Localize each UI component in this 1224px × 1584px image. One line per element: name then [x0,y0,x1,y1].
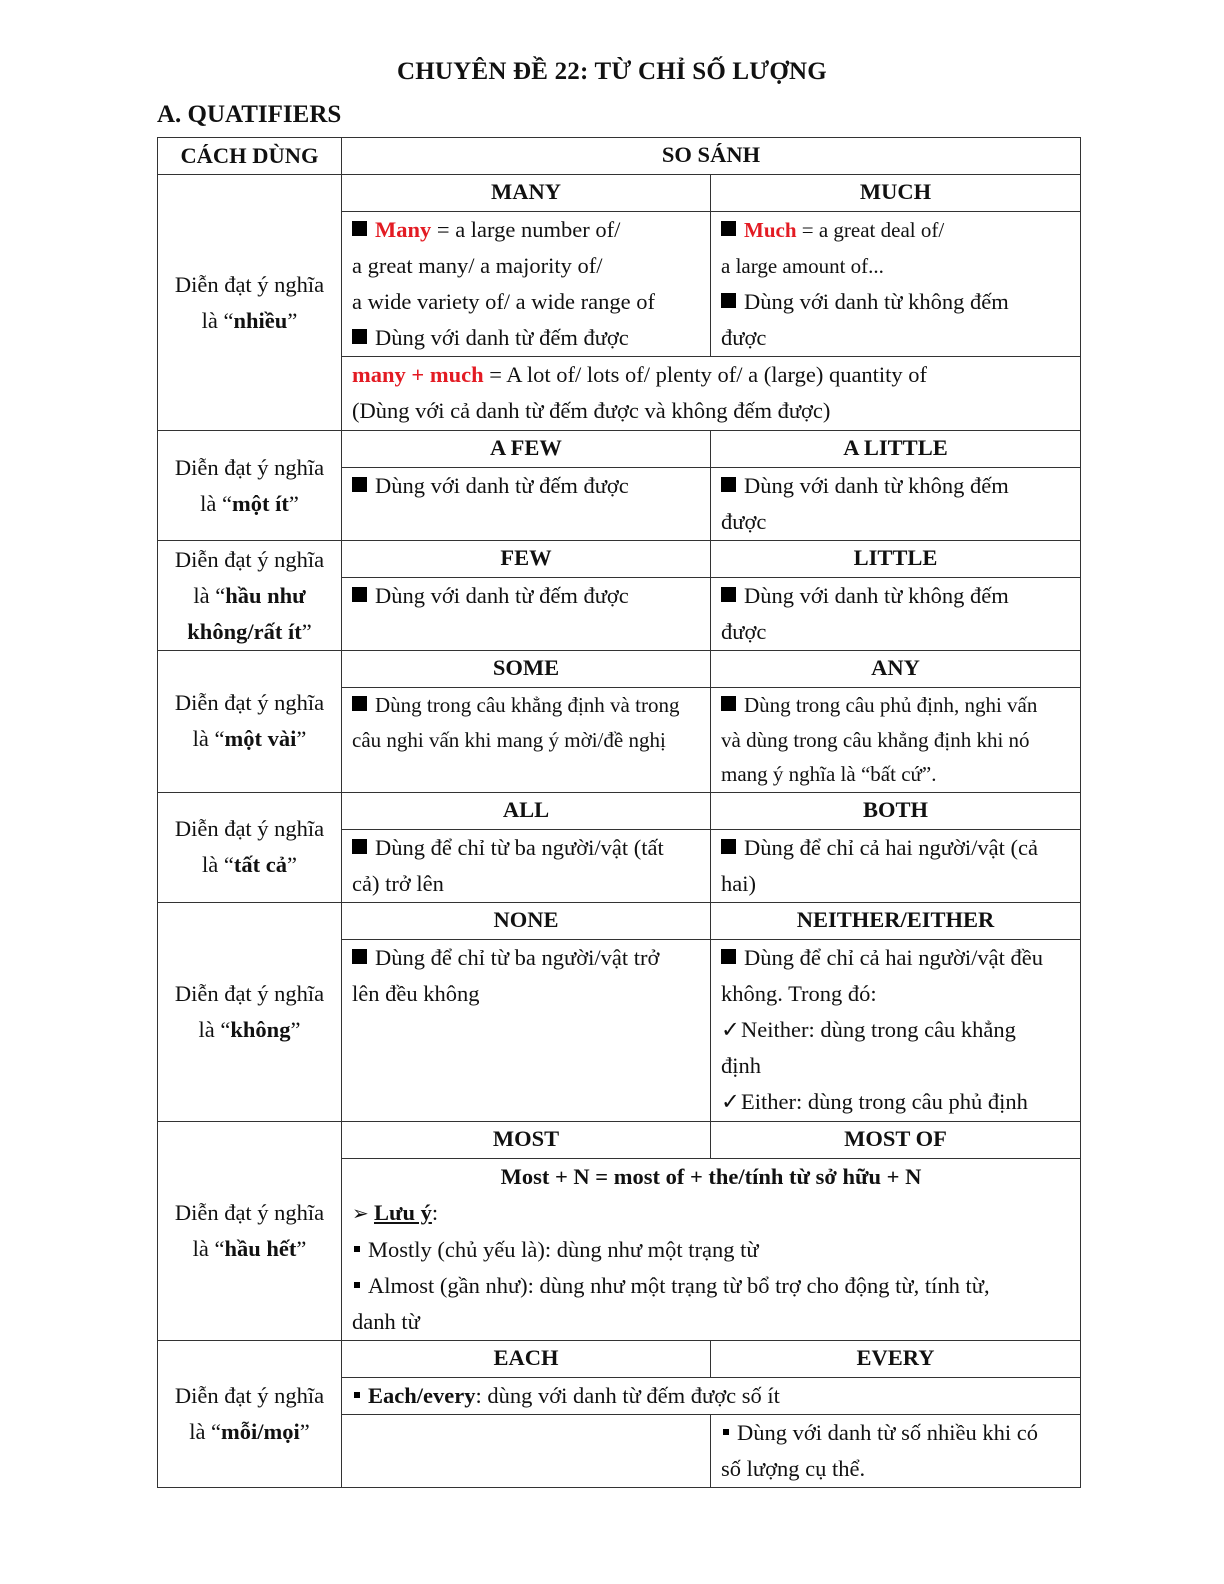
usage-text: Diễn đạt ý nghĩa [174,546,325,572]
usage-quote-open: là “ [192,1235,225,1261]
header-much: MUCH [711,175,1081,212]
neither-line2: không. Trong đó: [721,980,877,1006]
usage-keyword: một ít [232,490,289,516]
usage-quote-close: ” [296,1235,307,1261]
square-bullet-icon [721,477,736,492]
none-description [342,939,711,1121]
header-each: EACH [342,1340,711,1377]
quantifiers-table [157,137,1081,1488]
usage-quote-open: là “ [198,1016,231,1042]
square-bullet-icon [352,696,367,711]
header-most-of: MOST OF [711,1121,1081,1158]
many-line2: a great many/ a majority of/ [352,253,603,278]
square-bullet-icon [721,587,736,602]
any-description [711,688,1081,793]
header-usage: CÁCH DÙNG [158,138,342,175]
table-row [158,1121,1081,1158]
a-few-description [342,468,711,541]
header-none: NONE [342,902,711,939]
square-bullet-icon [721,696,736,711]
header-any: ANY [711,651,1081,688]
usage-quote-close: ” [301,618,312,644]
all-description [342,829,711,902]
table-row [158,431,1081,468]
table-header-row [158,138,1081,175]
usage-cell-afew-alittle [158,431,342,541]
usage-keyword: không [230,1016,291,1042]
header-few: FEW [342,541,711,578]
usage-keyword: một vài [224,726,297,752]
both-line2: hai) [721,870,756,896]
a-little-line1: Dùng với danh từ không đếm [744,473,1009,498]
some-line1: Dùng trong câu khẳng định và trong [375,693,680,717]
usage-keyword: hầu hết [224,1235,297,1261]
header-a-little: A LITTLE [711,431,1081,468]
some-line2: câu nghi vấn khi mang ý mời/đề nghị [352,727,666,752]
square-bullet-icon [721,221,736,236]
small-square-bullet-icon [354,1246,360,1252]
square-bullet-icon [352,221,367,236]
usage-quote-close: ” [290,1016,301,1042]
many-much-keyword: many + much [352,362,484,387]
usage-quote-close: ” [286,852,297,877]
header-little: LITTLE [711,541,1081,578]
small-square-bullet-icon [354,1392,360,1398]
usage-text: Diễn đạt ý nghĩa [174,816,325,841]
many-much-line1: = A lot of/ lots of/ plenty of/ a (large) quantity of [483,362,928,387]
header-a-few: A FEW [342,431,711,468]
square-bullet-icon [352,949,367,964]
usage-text: Diễn đạt ý nghĩa [174,980,325,1006]
each-empty-cell [342,1414,711,1487]
little-line2: được [721,619,767,644]
usage-quote-close: ” [299,1418,310,1444]
much-line1: = a great deal of/ [796,218,945,242]
small-square-bullet-icon [723,1429,729,1435]
table-row [158,541,1081,578]
usage-text: Diễn đạt ý nghĩa [174,1199,325,1225]
header-most: MOST [342,1121,711,1158]
both-description [711,829,1081,902]
many-line4: Dùng với danh từ đếm được [375,325,629,350]
square-bullet-icon [721,949,736,964]
many-much-shared [342,357,1081,431]
table-row [158,175,1081,212]
section-heading: A. QUATIFIERS [157,101,342,128]
many-line1: = a large number of/ [431,217,621,242]
header-many: MANY [342,175,711,212]
note-mostly: Mostly (chủ yếu là): dùng như một trạng từ [368,1236,759,1262]
usage-cell-most [158,1121,342,1340]
usage-text: Diễn đạt ý nghĩa [174,1382,325,1408]
usage-keyword: tất cả [233,852,287,877]
usage-cell-some-any [158,651,342,793]
neither-line4: định [721,1052,762,1078]
much-keyword: Much [744,218,797,242]
note-label: Lưu ý [374,1199,432,1225]
each-every-shared [342,1377,1081,1414]
some-description [342,688,711,793]
checkmark-icon: ✓ [721,1088,740,1114]
square-bullet-icon [352,587,367,602]
all-line2: cả) trở lên [352,870,444,896]
usage-cell-many-much [158,175,342,431]
usage-quote-open: là “ [200,490,232,516]
note-almost-line2: danh từ [352,1308,420,1334]
usage-text: Diễn đạt ý nghĩa [174,690,325,716]
usage-cell-none-neither [158,902,342,1121]
neither-line5: Either: dùng trong câu phủ định [741,1088,1028,1114]
usage-cell-few-little [158,541,342,651]
none-line2: lên đều không [352,980,480,1006]
every-description [711,1414,1081,1487]
square-bullet-icon [352,839,367,854]
usage-quote-open: là “ [201,307,234,333]
square-bullet-icon [721,293,736,308]
much-description [711,212,1081,357]
few-text: Dùng với danh từ đếm được [375,583,629,608]
usage-keyword: hầu như [225,582,306,608]
any-line1: Dùng trong câu phủ định, nghi vấn [744,693,1038,717]
none-line1: Dùng để chỉ từ ba người/vật trở [375,944,660,970]
usage-quote-open: là “ [189,1418,222,1444]
little-description [711,578,1081,651]
most-formula: Most + N = most of + the/tính từ sở hữu + N [500,1163,922,1189]
little-line1: Dùng với danh từ không đếm [744,583,1009,608]
usage-keyword: mỗi/mọi [221,1418,300,1444]
much-line2: a large amount of... [721,254,884,278]
neither-line3: Neither: dùng trong câu khẳng [741,1016,1016,1042]
table-row [158,1340,1081,1377]
header-some: SOME [342,651,711,688]
header-neither-either: NEITHER/EITHER [711,902,1081,939]
usage-cell-each-every [158,1340,342,1487]
usage-quote-close: ” [296,726,307,752]
checkmark-icon: ✓ [721,1016,740,1042]
table-row [158,792,1081,829]
table-row [158,651,1081,688]
small-square-bullet-icon [354,1282,360,1288]
usage-keyword: nhiều [233,307,288,333]
many-description [342,212,711,357]
a-little-description [711,468,1081,541]
usage-quote-open: là “ [193,582,226,608]
every-line1: Dùng với danh từ số nhiều khi có [737,1419,1038,1445]
usage-quote-open: là “ [202,852,234,877]
neither-line1: Dùng để chỉ cả hai người/vật đều [744,944,1044,970]
a-few-text: Dùng với danh từ đếm được [375,473,629,498]
most-description [342,1158,1081,1340]
square-bullet-icon [721,839,736,854]
many-much-line2: (Dùng với cả danh từ đếm được và không đếm được) [352,398,831,423]
many-keyword: Many [375,217,432,242]
usage-cell-all-both [158,792,342,902]
neither-description [711,939,1081,1121]
table-row [158,902,1081,939]
each-every-text: : dùng với danh từ đếm được số ít [475,1382,780,1408]
note-colon: : [431,1199,439,1225]
all-line1: Dùng để chỉ từ ba người/vật (tất [375,834,664,860]
each-every-keyword: Each/every [368,1382,476,1408]
document-title: CHUYÊN ĐỀ 22: TỪ CHỈ SỐ LƯỢNG [397,58,827,85]
usage-keyword-2: không/rất ít [187,618,302,644]
usage-quote-open: là “ [192,726,225,752]
usage-text: Diễn đạt ý nghĩa [174,271,325,297]
both-line1: Dùng để chỉ cả hai người/vật (cả [744,834,1038,860]
usage-quote-close: ” [287,307,298,333]
every-line2: số lượng cụ thể. [721,1455,866,1481]
usage-text: Diễn đạt ý nghĩa [174,454,325,480]
header-all: ALL [342,792,711,829]
square-bullet-icon [352,329,367,344]
header-every: EVERY [711,1340,1081,1377]
header-both: BOTH [711,792,1081,829]
few-description [342,578,711,651]
note-almost-line1: Almost (gần như): dùng như một trạng từ bổ trợ cho động từ, tính từ, [368,1272,990,1298]
a-little-line2: được [721,509,767,534]
much-line4: được [721,325,767,350]
many-line3: a wide variety of/ a wide range of [352,289,655,314]
any-line3: mang ý nghĩa là “bất cứ”. [721,762,937,786]
any-line2: và dùng trong câu khẳng định khi nó [721,727,1030,752]
much-line3: Dùng với danh từ không đếm [744,289,1009,314]
square-bullet-icon [352,477,367,492]
header-compare: SO SÁNH [342,138,1081,175]
usage-quote-close: ” [288,490,299,516]
arrow-bullet-icon: ➢ [352,1202,369,1225]
